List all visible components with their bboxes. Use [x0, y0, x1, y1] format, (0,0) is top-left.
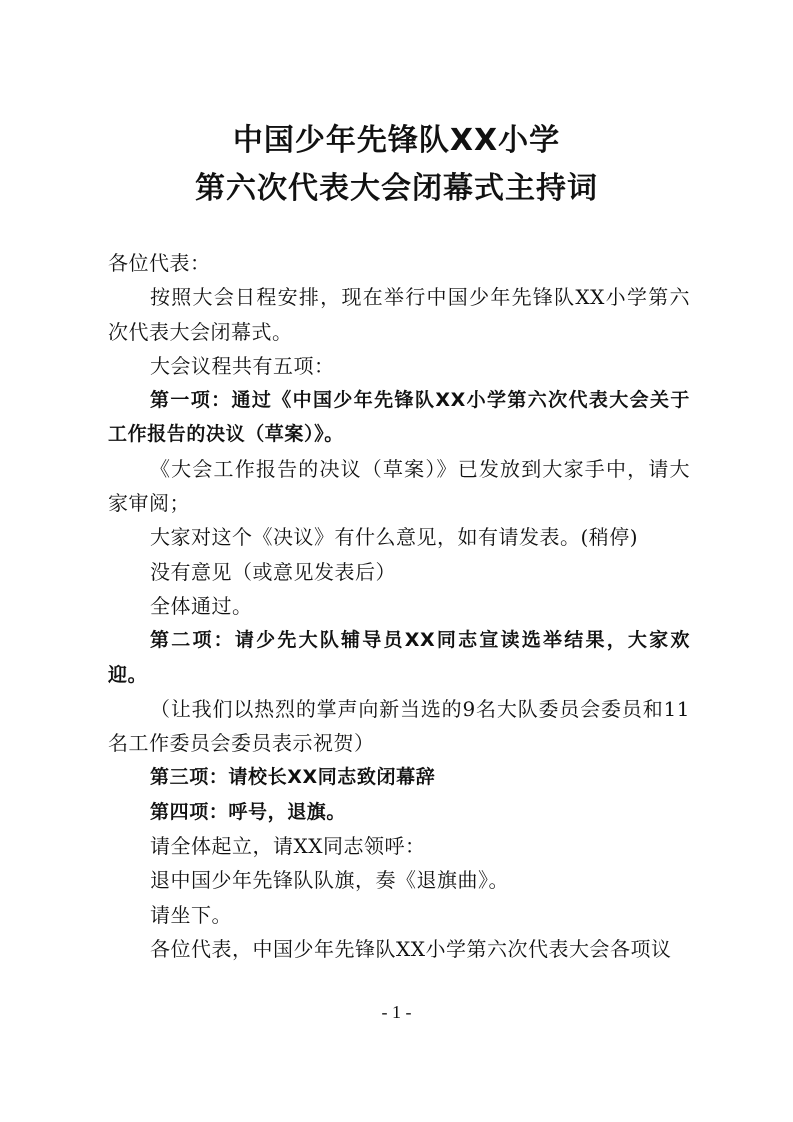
agenda-item-4: 第四项：呼号，退旗。	[150, 800, 347, 823]
paragraph: 按照大会日程安排，现在举行中国少年先锋队XX小学第六次代表大会闭幕式。	[108, 285, 690, 344]
paragraph: 退中国少年先锋队队旗，奏《退旗曲》。	[150, 868, 509, 893]
paragraph: 请坐下。	[150, 902, 232, 927]
paragraph: 大会议程共有五项：	[150, 353, 335, 378]
agenda-item-1: 第一项：通过《中国少年先锋队XX小学第六次代表大会关于工作报告的决议（草案）》。	[108, 389, 690, 446]
document-title-line-2: 第六次代表大会闭幕式主持词	[195, 171, 598, 206]
document-body	[108, 246, 690, 966]
paragraph: 全体通过。	[150, 593, 253, 618]
agenda-item-3: 第三项：请校长XX同志致闭幕辞	[150, 766, 436, 789]
paragraph: 大家对这个《决议》有什么意见，如有请发表。(稍停)	[150, 525, 639, 550]
agenda-item-2: 第二项：请少先大队辅导员XX同志宣读选举结果，大家欢迎。	[108, 629, 690, 686]
salutation: 各位代表：	[108, 251, 211, 275]
paragraph: 各位代表，中国少年先锋队XX小学第六次代表大会各项议	[150, 936, 672, 961]
paragraph: 请全体起立，请XX同志领呼：	[150, 834, 426, 859]
paragraph: （让我们以热烈的掌声向新当选的9名大队委员会委员和11名工作委员会委员表示祝贺）	[108, 696, 690, 756]
document-title-line-1: 中国少年先锋队XX小学	[232, 123, 561, 158]
paragraph: 《大会工作报告的决议（草案）》已发放到大家手中，请大家审阅；	[108, 456, 690, 516]
paragraph: 没有意见（或意见发表后）	[150, 559, 396, 584]
page-number: - 1 -	[381, 1002, 412, 1022]
